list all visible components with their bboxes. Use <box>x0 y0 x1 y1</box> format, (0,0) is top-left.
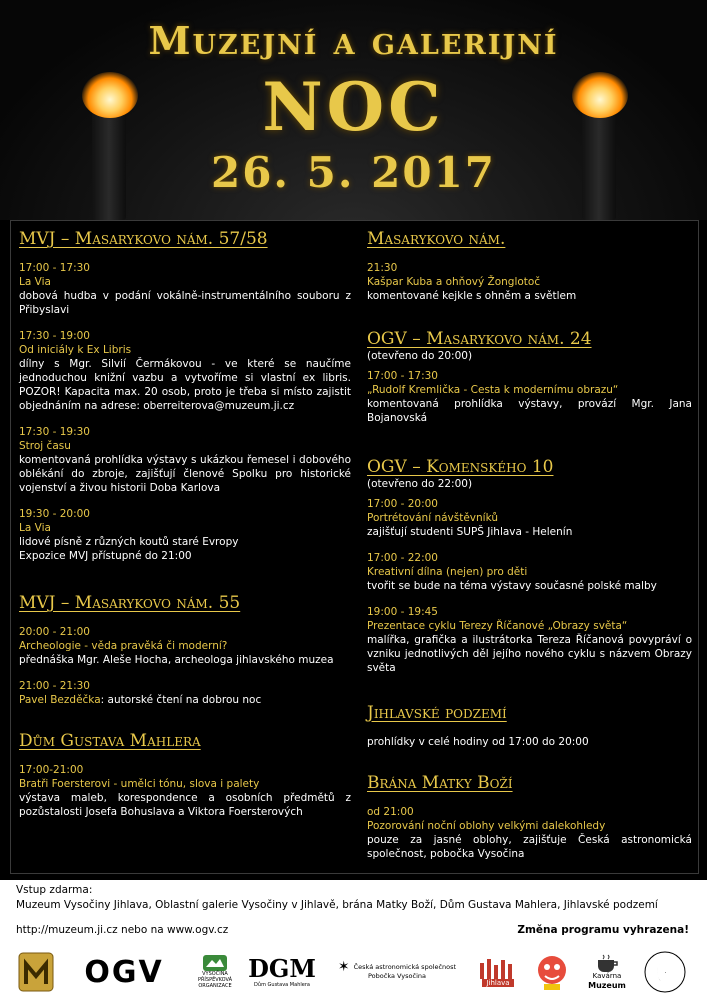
free-entry-label: Vstup zdarma: <box>16 884 93 896</box>
section-podzemi <box>367 703 692 749</box>
program-board <box>10 220 699 874</box>
event-name: La Via <box>19 522 51 534</box>
event <box>19 329 351 413</box>
event-desc: lidové písně z různých koutů staré Evropy <box>19 536 239 548</box>
festival-text <box>665 972 666 973</box>
kavarna-muzeum-logo <box>584 950 630 994</box>
event <box>19 507 351 563</box>
section-ogv-10 <box>367 457 692 675</box>
program-change-note: Změna programu vyhrazena! <box>517 924 689 936</box>
event <box>367 605 692 675</box>
festival-logo <box>640 950 690 994</box>
section-brana <box>367 773 692 861</box>
event <box>367 551 692 593</box>
jihlava-towers-icon <box>478 957 518 979</box>
event-name: Bratři Foersterovi - umělci tónu, slova i palety <box>19 778 260 790</box>
event-desc: pouze za jasné oblohy, zajišťuje Česká astronomická společnost, pobočka Vysočina <box>367 834 692 860</box>
event-desc: tvořit se bude na téma výstavy současné polské malby <box>367 580 657 592</box>
star-icon: ✶ <box>337 959 350 975</box>
dgm-text: DGM <box>248 954 316 983</box>
vysocina-emblem-icon <box>203 955 227 971</box>
astro-text-2: Pobočka Vysočina <box>367 972 426 980</box>
event-time: 21:00 - 21:30 <box>19 680 90 692</box>
event-time: 17:00 - 17:30 <box>367 370 438 382</box>
event-time: od 21:00 <box>367 806 414 818</box>
event-date: 26. 5. 2017 <box>210 148 497 197</box>
event-desc: dílny s Mgr. Silvií Čermákovou - ve které se naučíme jednoduchou knižní vazbu a vytvoříme si vlastní ex libris. POZOR! Kapacita max. 20 osob, proto je třeba si místo zajistit objednáním na adrese: oberreiterova@muzeum.ji.cz <box>19 358 351 412</box>
event-desc: malířka, grafička a ilustrátorka Tereza Říčanová povypráví o vzniku jednotlivých děl jejího nového cyklu s názvem Obrazy světa <box>367 634 692 674</box>
jihlava-logo <box>474 950 522 994</box>
event <box>19 261 351 317</box>
event-time: 17:00-21:00 <box>19 764 84 776</box>
event-time: 17:30 - 19:30 <box>19 426 90 438</box>
mascot-logo-icon <box>532 950 572 994</box>
kraj-vysocina-logo <box>192 950 238 994</box>
dgm-subtext: Dům Gustava Mahlera <box>254 982 310 988</box>
event-desc: výstava maleb, korespondence a osobních předmětů z pozůstalosti Josefa Bohuslava a Viktora Foersterových <box>19 792 351 818</box>
event-time: 17:00 - 17:30 <box>19 262 90 274</box>
section-mvj-55 <box>19 593 351 707</box>
poster-footer <box>0 880 707 1000</box>
event-desc: přednáška Mgr. Aleše Hocha, archeologa jihlavského muzea <box>19 654 334 666</box>
section-title: OGV – Komenského 10 <box>367 457 554 477</box>
event-name: Prezentace cyklu Terezy Říčanové „Obrazy světa“ <box>367 620 628 632</box>
section-ogv-24 <box>367 329 692 425</box>
event-time: 20:00 - 21:00 <box>19 626 90 638</box>
event-time: 19:30 - 20:00 <box>19 508 90 520</box>
section-title: Masarykovo nám. <box>367 229 506 249</box>
event-time: 17:00 - 20:00 <box>367 498 438 510</box>
event <box>19 625 351 667</box>
section-mvj-5758 <box>19 229 351 563</box>
event <box>19 679 351 707</box>
kavarna-text: Kavárna <box>592 972 622 980</box>
event-name: Kreativní dílna (nejen) pro děti <box>367 566 528 578</box>
institutions-list: Muzeum Vysočiny Jihlava, Oblastní galerie Vysočiny v Jihlavě, brána Matky Boží, Dům Gustava Mahlera, Jihlavské podzemí <box>16 899 658 911</box>
section-title: Dům Gustava Mahlera <box>19 731 201 751</box>
astro-text-1: Česká astronomická společnost <box>353 963 457 971</box>
event-time: 17:30 - 19:00 <box>19 330 90 342</box>
event-name: Pozorování noční oblohy velkými dalekohledy <box>367 820 606 832</box>
event-name: Portrétování návštěvníků <box>367 512 499 524</box>
dgm-logo <box>250 950 314 994</box>
event-name: Pavel Bezděčka <box>19 694 101 706</box>
event-name: Stroj času <box>19 440 71 452</box>
event-desc: komentované kejkle s ohněm a světlem <box>367 290 577 302</box>
vysocina-text-1: VYSOČINA <box>202 971 228 977</box>
section-title: Brána Matky Boží <box>367 773 513 793</box>
muzeum-vysociny-logo-icon <box>18 950 54 994</box>
event-desc: : autorské čtení na dobrou noc <box>100 694 262 706</box>
event <box>19 425 351 495</box>
vysocina-text-2: PŘÍSPĚVKOVÁ <box>197 977 233 983</box>
muzeum-text: Muzeum <box>588 981 626 990</box>
vysocina-text-3: ORGANIZACE <box>198 983 232 989</box>
opening-hours: (otevřeno do 20:00) <box>367 350 473 362</box>
section-title: MVJ – Masarykovo nám. 55 <box>19 593 241 613</box>
event-time: 21:30 <box>367 262 398 274</box>
event-desc: zajišťují studenti SUPŠ Jihlava - Helenín <box>367 526 573 538</box>
event-desc: komentovaná prohlídka výstavy, provází Mgr. Jana Bojanovská <box>367 398 692 424</box>
poster-header <box>0 0 707 220</box>
event <box>367 369 692 425</box>
section-masarykovo <box>367 229 692 303</box>
partner-logos <box>0 950 707 998</box>
expo-hours-note: Expozice MVJ přístupné do 21:00 <box>19 550 192 562</box>
event <box>367 805 692 861</box>
event <box>367 735 692 749</box>
section-title: Jihlavské podzemí <box>367 703 507 723</box>
event-desc: prohlídky v celé hodiny od 17:00 do 20:00 <box>367 736 589 748</box>
title-line-1: Muzejní a galerijní <box>148 18 559 63</box>
section-title: OGV – Masarykovo nám. 24 <box>367 329 592 349</box>
astronomical-society-logo <box>332 950 462 994</box>
event-name: La Via <box>19 276 51 288</box>
astro-row <box>337 959 457 975</box>
event-time: 17:00 - 22:00 <box>367 552 438 564</box>
event <box>367 261 692 303</box>
event-desc: dobová hudba v podání vokálně-instrumentálního souboru z Přibyslavi <box>19 290 351 316</box>
website-links[interactable]: http://muzeum.ji.cz nebo na www.ogv.cz <box>16 924 229 936</box>
event-name: Od iniciály k Ex Libris <box>19 344 132 356</box>
event-desc: komentovaná prohlídka výstavy s ukázkou řemesel i dobového oblékání do zbroje, zajišťují členové Spolku pro historické vojenství a živou historii Doba Karlova <box>19 454 351 494</box>
event <box>367 497 692 539</box>
opening-hours: (otevřeno do 22:00) <box>367 478 473 490</box>
event <box>19 763 351 819</box>
title-line-2: NOC <box>262 68 445 146</box>
event-line <box>19 693 351 707</box>
section-title: MVJ – Masarykovo nám. 57/58 <box>19 229 268 249</box>
event-time: 19:00 - 19:45 <box>367 606 438 618</box>
event-name: „Rudolf Kremlička - Cesta k modernímu obrazu“ <box>367 384 619 396</box>
section-mahler <box>19 731 351 819</box>
coffee-cup-icon <box>594 954 620 972</box>
event-name: Kašpar Kuba a ohňový Žonglotoč <box>367 276 541 288</box>
jihlava-text: Jihlava <box>482 979 513 987</box>
event-name: Archeologie - věda pravěká či moderní? <box>19 640 228 652</box>
ogv-logo: OGV <box>84 954 164 990</box>
